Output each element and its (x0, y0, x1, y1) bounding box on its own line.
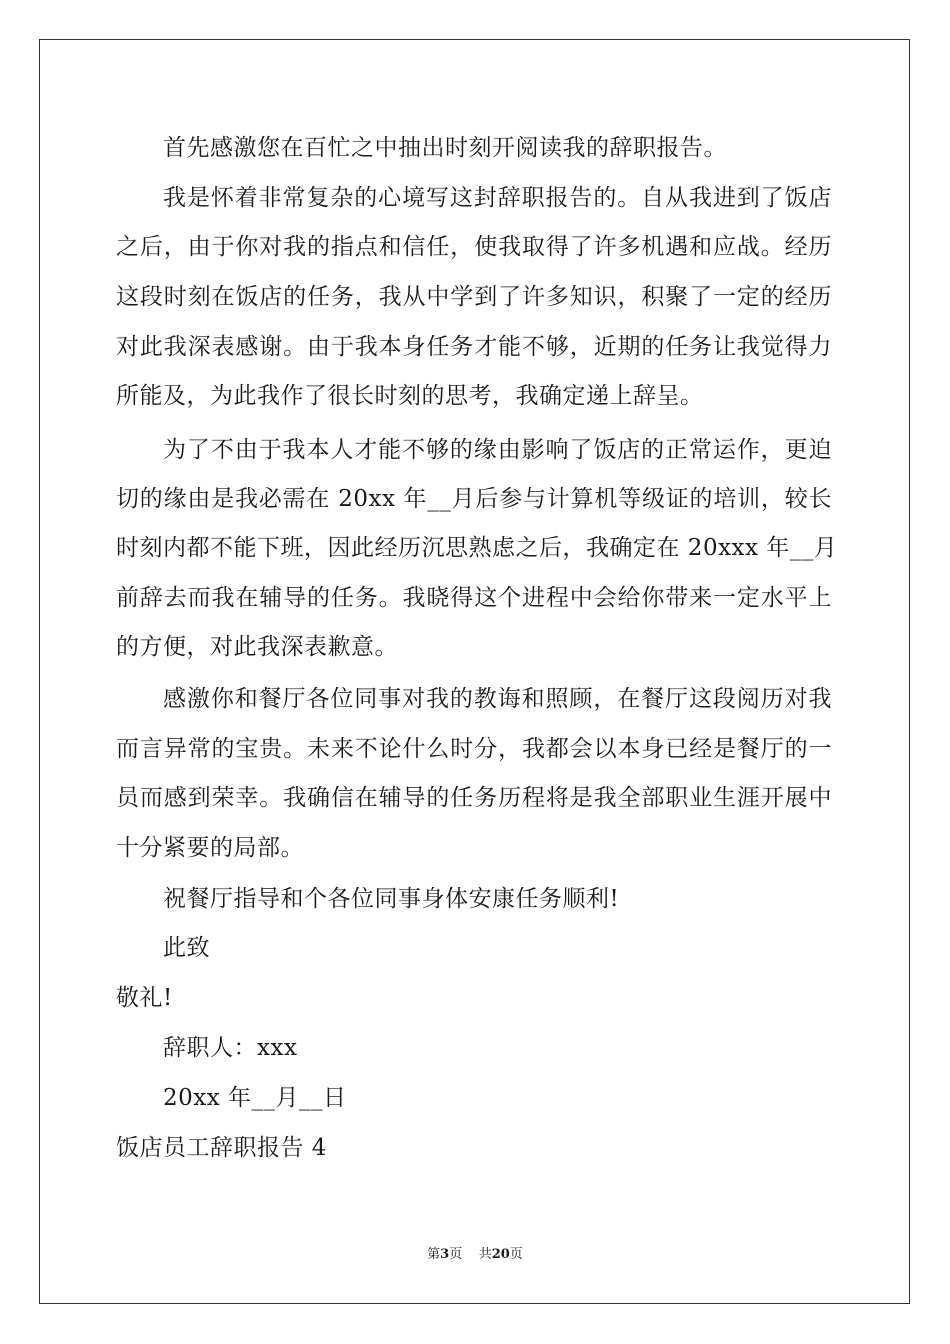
paragraph-line: 的方便，对此我深表歉意。 (116, 634, 398, 660)
paragraph-line: 切的缘由是我必需在 20xx 年__月后参与计算机等级证的培训，较长 (116, 486, 832, 512)
paragraph-line: 十分紧要的局部。 (116, 835, 304, 861)
paragraph-line: 我是怀着非常复杂的心境写这封辞职报告的。自从我进到了饭店 (163, 185, 832, 211)
footer-page-prefix: 第 (427, 1247, 441, 1262)
footer-page-number: 3 (440, 1247, 450, 1262)
paragraph-line: 所能及，为此我作了很长时刻的思考，我确定递上辞呈。 (116, 383, 704, 409)
salutation-closing: 此致 (163, 935, 210, 961)
paragraph-line: 首先感激您在百忙之中抽出时刻开阅读我的辞职报告。 (163, 135, 727, 161)
signer-line: 辞职人：xxx (163, 1035, 298, 1061)
date-line: 20xx 年__月__日 (163, 1085, 347, 1111)
next-section-title: 饭店员工辞职报告 4 (116, 1135, 327, 1161)
page-border (39, 39, 910, 1304)
footer-total-pages: 20 (491, 1247, 510, 1262)
paragraph-line: 感激你和餐厅各位同事对我的教诲和照顾，在餐厅这段阅历对我 (163, 686, 832, 712)
paragraph-line: 对此我深表感谢。由于我本身任务才能不够，近期的任务让我觉得力 (116, 334, 832, 360)
paragraph-line: 前辞去而我在辅导的任务。我晓得这个进程中会给你带来一定水平上 (116, 585, 832, 611)
paragraph-line: 员而感到荣幸。我确信在辅导的任务历程将是我全部职业生涯开展中 (116, 785, 832, 811)
paragraph-line: 为了不由于我本人才能不够的缘由影响了饭店的正常运作，更迫 (163, 437, 832, 463)
salutation-regards: 敬礼! (116, 985, 173, 1011)
page-footer (0, 1246, 950, 1264)
paragraph-line: 这段时刻在饭店的任务，我从中学到了许多知识，积聚了一定的经历 (116, 284, 832, 310)
footer-page-suffix: 页 (449, 1247, 463, 1262)
footer-total-prefix: 共 (478, 1247, 492, 1262)
paragraph-line: 之后，由于你对我的指点和信任，使我取得了许多机遇和应战。经历 (116, 234, 832, 260)
closing-wish: 祝餐厅指导和个各位同事身体安康任务顺利! (163, 886, 620, 912)
paragraph-line: 而言异常的宝贵。未来不论什么时分，我都会以本身已经是餐厅的一 (116, 736, 832, 762)
footer-total-suffix: 页 (509, 1247, 523, 1262)
paragraph-line: 时刻内都不能下班，因此经历沉思熟虑之后，我确定在 20xxx 年__月 (116, 535, 838, 561)
